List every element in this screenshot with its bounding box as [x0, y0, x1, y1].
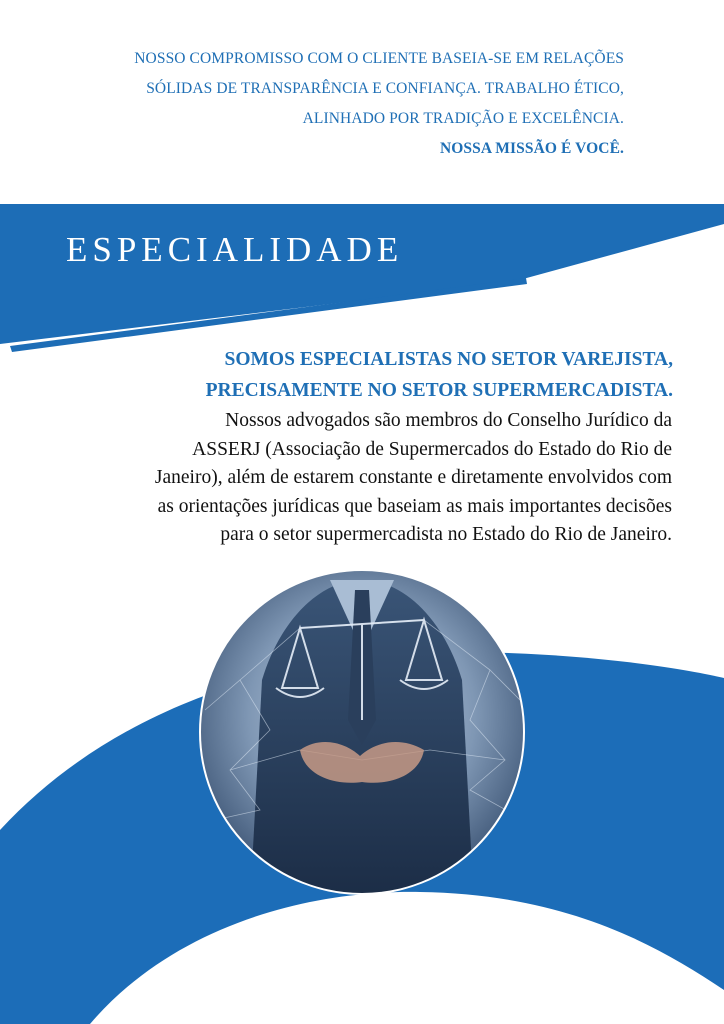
section-subheading [206, 344, 673, 406]
body-line: as orientações jurídicas que baseiam as mais importantes decisões [157, 495, 672, 517]
subheading-line: SOMOS ESPECIALISTAS NO SETOR VAREJISTA, [224, 349, 673, 370]
body-line: ASSERJ (Associação de Supermercados do Estado do Rio de [192, 438, 672, 460]
intro-statement [134, 44, 624, 164]
decorative-bottom [0, 560, 724, 1024]
intro-line: SÓLIDAS DE TRANSPARÊNCIA E CONFIANÇA. TRABALHO ÉTICO, [146, 80, 624, 97]
mission-statement: NOSSA MISSÃO É VOCÊ. [439, 140, 624, 157]
body-line: para o setor supermercadista no Estado do Rio de Janeiro. [220, 524, 672, 545]
section-banner [0, 196, 724, 356]
body-line: Nossos advogados são membros do Conselho Jurídico da [225, 410, 672, 431]
intro-line: NOSSO COMPROMISSO COM O CLIENTE BASEIA-SE EM RELAÇÕES [134, 50, 624, 67]
section-title: ESPECIALIDADE [66, 230, 404, 269]
subheading-line: PRECISAMENTE NO SETOR SUPERMERCADISTA. [205, 380, 673, 401]
intro-line: ALINHADO POR TRADIÇÃO E EXCELÊNCIA. [302, 110, 624, 127]
section-body [32, 407, 672, 550]
body-line: Janeiro), além de estarem constante e diretamente envolvidos com [154, 467, 672, 488]
